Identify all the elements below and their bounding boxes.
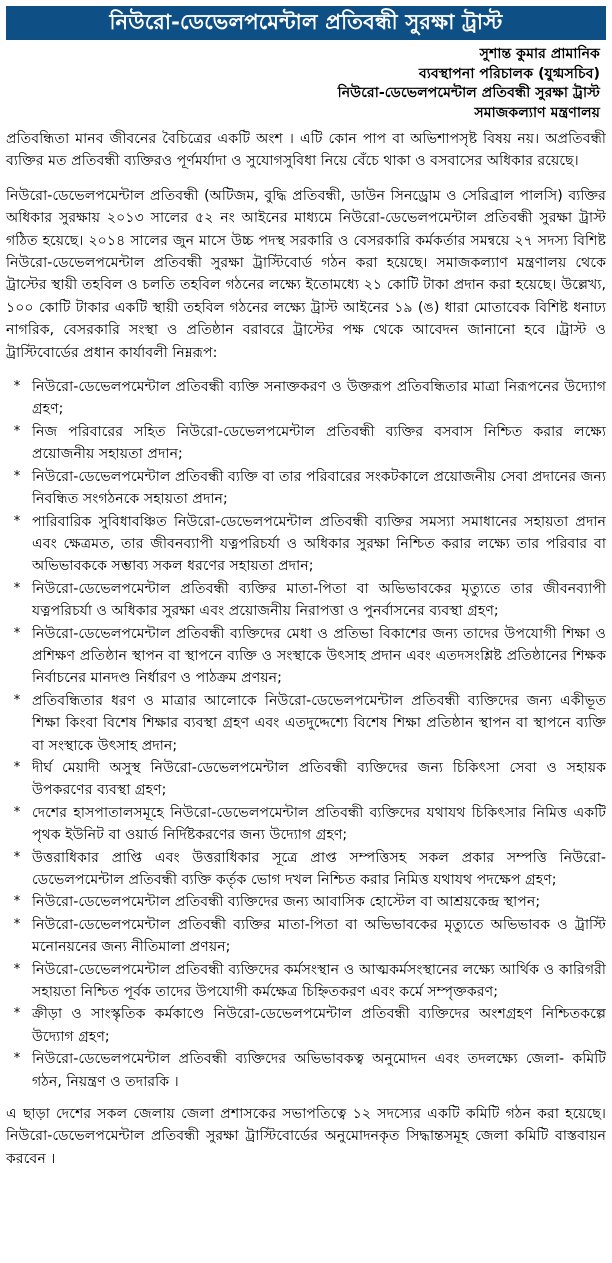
article-body: [6, 128, 606, 1182]
bullet-star-icon: *: [13, 692, 21, 708]
list-item: [6, 421, 606, 466]
author-ministry: সমাজকল্যাণ মন্ত্রণালয়: [474, 104, 600, 121]
list-item-text: দীর্ঘ মেয়াদী অসুস্থ নিউরো-ডেভেলপমেন্টাল প্রতিবন্ধী ব্যক্তিদের জন্য চিকিৎসা সেবা ও সহায়ক উপকরণের ব্যবস্থা গ্রহণ;: [32, 759, 606, 799]
author-organization: নিউরো-ডেভেলপমেন্টাল প্রতিবন্ধী সুরক্ষা ট্রাস্ট: [337, 85, 600, 101]
bullet-star-icon: *: [13, 580, 21, 596]
list-item: [6, 802, 606, 847]
list-item-text: ক্রীড়া ও সাংস্কৃতিক কর্মকাণ্ডে নিউরো-ডেভেলপমেন্টাল প্রতিবন্ধী ব্যক্তিদের অংশগ্রহণ নিশ্চিতকল্পে উদ্যোগ গ্রহণ;: [32, 1006, 606, 1045]
list-item: [6, 511, 606, 578]
list-item-text: নিউরো-ডেভেলপমেন্টাল প্রতিবন্ধী ব্যক্তিদের মেধা ও প্রতিভা বিকাশের জন্য তাদের উপযোগী শিক্ষা ও প্রশিক্ষণ প্রতিষ্ঠান স্থাপন বা স্থাপনে ব্যক্তি ও সংস্থাকে উৎসাহ প্রদান এবং এতদসংশ্লিষ্ট প্রতিষ্ঠানের শিক্ষক নির্বাচনের মানদণ্ড নির্ধারণ ও পাঠক্রম প্রণয়ন;: [32, 625, 606, 687]
list-item-text: নিউরো-ডেভেলপমেন্টাল প্রতিবন্ধী ব্যক্তির মাতা-পিতা বা অভিভাবকের মৃত্যুতে অভিভাবক ও ট্রাস্টি মনোনয়নের জন্য নীতিমালা প্রণয়ন;: [32, 916, 606, 956]
bullet-star-icon: *: [13, 759, 21, 775]
list-item-text: উত্তরাধিকার প্রাপ্তি এবং উত্তরাধিকার সূত্রে প্রাপ্ত সম্পত্তিসহ সকল প্রকার সম্পত্তি নিউরো-ডেভেলপমেন্টাল প্রতিবন্ধী ব্যক্তি কর্তৃক ভোগ দখল নিশ্চিত করার নিমিত্ত যথাযথ পদক্ষেপ গ্রহণ;: [32, 849, 606, 888]
list-item-text: নিউরো-ডেভেলপমেন্টাল প্রতিবন্ধী ব্যক্তিদের কর্মসংস্থান ও আত্মকর্মসংস্থানের লক্ষ্যে আর্থিক ও কারিগরী সহায়তা নিশ্চিত পূর্বক তাদের উপযোগী কর্মক্ষেত্র চিহ্নিতকরণ এবং কর্মে সম্পৃক্তকরণ;: [32, 961, 606, 1001]
list-item-text: নিউরো-ডেভেলপমেন্টাল প্রতিবন্ধী ব্যক্তিদের অভিভাবকত্ব অনুমোদন এবং তদলক্ষ্যে জেলা- কমিটি গঠন, নিয়ন্ত্রণ ও তদারকি ।: [32, 1051, 606, 1090]
functions-list: [6, 376, 606, 1093]
list-item-text: নিউরো-ডেভেলপমেন্টাল প্রতিবন্ধী ব্যক্তিদের জন্য আবাসিক হোস্টেল বা আশ্রয়কেন্দ্র স্থাপন;: [32, 894, 541, 911]
list-item: [6, 914, 606, 959]
author-designation: ব্যবস্থাপনা পরিচালক (যুগ্মসচিব): [418, 65, 600, 82]
list-item-text: পারিবারিক সুবিধাবঞ্চিত নিউরো-ডেভেলপমেন্টাল প্রতিবন্ধী ব্যক্তির সমস্যা সমাধানের সহায়তা প্রদান এবং ক্ষেত্রমত, তার জীবনব্যাপী যত্নপরিচর্যা ও অধিকার সুরক্ষা নিশ্চিত করার লক্ষ্যে তার পরিবার বা অভিভাবককে সম্ভাব্য সকল ধরণের সহায়তা প্রদান;: [32, 513, 606, 575]
list-item-text: নিজ পরিবারের সহিত নিউরো-ডেভেলপমেন্টাল প্রতিবন্ধী ব্যক্তির বসবাস নিশ্চিত করার লক্ষ্যে প্রয়োজনীয় সহায়তা প্রদান;: [32, 423, 606, 463]
list-item-text: নিউরো-ডেভেলপমেন্টাল প্রতিবন্ধী ব্যক্তি বা তার পরিবারের সংকটকালে প্রয়োজনীয় সেবা প্রদানের জন্য নিবন্ধিত সংগঠনকে সহায়তা প্রদান;: [32, 468, 606, 508]
list-item: [6, 466, 606, 511]
bullet-star-icon: *: [13, 423, 21, 439]
list-item: [6, 891, 606, 913]
list-item-text: নিউরো-ডেভেলপমেন্টাল প্রতিবন্ধী ব্যক্তির মাতা-পিতা বা অভিভাবকের মৃত্যুতে তার জীবনব্যাপী যত্নপরিচর্যা ও অধিকার সুরক্ষা এবং প্রয়োজনীয় নিরাপত্তা ও পুনর্বাসনের ব্যবস্থা গ্রহণ;: [32, 580, 606, 620]
list-item: [6, 847, 606, 892]
author-name: সুশান্ত কুমার প্রামানিক: [479, 46, 600, 62]
bullet-star-icon: *: [13, 1051, 21, 1067]
page-title: নিউরো-ডেভেলপমেন্টাল প্রতিবন্ধী সুরক্ষা ট্রাস্ট: [109, 9, 503, 34]
list-item: [6, 690, 606, 757]
bullet-star-icon: *: [13, 804, 21, 820]
list-item: [6, 578, 606, 623]
bullet-star-icon: *: [13, 894, 21, 910]
list-item: [6, 1048, 606, 1093]
list-item: [6, 1003, 606, 1048]
list-item-text: প্রতিবন্ধিতার ধরণ ও মাত্রার আলোকে নিউরো-ডেভেলপমেন্টাল প্রতিবন্ধী ব্যক্তিদের জন্য একীভূত শিক্ষা কিংবা বিশেষ শিক্ষার ব্যবস্থা গ্রহণ এবং এতদুদ্দেশ্যে বিশেষ শিক্ষা প্রতিষ্ঠান স্থাপন বা স্থাপনে ব্যক্তি বা সংস্থাকে উৎসাহ প্রদান;: [32, 692, 606, 754]
author-byline: [220, 45, 600, 123]
bullet-star-icon: *: [13, 513, 21, 529]
bullet-star-icon: *: [13, 961, 21, 977]
bullet-star-icon: *: [13, 1006, 21, 1022]
bullet-star-icon: *: [13, 379, 21, 395]
list-item: [6, 757, 606, 802]
intro-paragraph: প্রতিবন্ধিতা মানব জীবনের বৈচিত্রের একটি অংশ । এটি কোন পাপ বা অভিশাপসৃষ্ট বিষয় নয়। অপ্রতিবন্ধী ব্যক্তির মত প্রতিবন্ধী ব্যক্তিরও পূর্ণমর্যাদা ও সুযোগসুবিধা নিয়ে বেঁচে থাকা ও বসবাসের অধিকার রয়েছে।: [6, 131, 606, 170]
list-item: [6, 623, 606, 690]
list-item-text: নিউরো-ডেভেলপমেন্টাল প্রতিবন্ধী ব্যক্তি সনাক্তকরণ ও উক্তরূপ প্রতিবন্ধিতার মাত্রা নিরূপনের উদ্যোগ গ্রহণ;: [32, 379, 606, 418]
bullet-star-icon: *: [13, 468, 21, 484]
closing-paragraph: এ ছাড়া দেশের সকল জেলায় জেলা প্রশাসকের সভাপতিত্বে ১২ সদস্যের একটি কমিটি গঠন করা হয়েছে। নিউরো-ডেভেলপমেন্টাল প্রতিবন্ধী সুরক্ষা ট্রাস্টিবোর্ডের অনুমোদনকৃত সিদ্ধান্তসমূহ জেলা কমিটি বাস্তবায়ন করবেন ।: [6, 1106, 606, 1167]
list-item: [6, 376, 606, 421]
bullet-star-icon: *: [13, 849, 21, 865]
bullet-star-icon: *: [13, 916, 21, 932]
trust-info-paragraph: নিউরো-ডেভেলপমেন্টাল প্রতিবন্ধী (অটিজম, বুদ্ধি প্রতিবন্ধী, ডাউন সিনড্রোম ও সেরিব্রাল পালসি) ব্যক্তির অধিকার সুরক্ষায় ২০১৩ সালের ৫২ নং আইনের মাধ্যমে নিউরো-ডেভেলপমেন্টাল প্রতিবন্ধী সুরক্ষা ট্রাস্ট গঠিত হয়েছে। ২০১৪ সালের জুন মাসে উচ্চ পদস্থ সরকারি ও বেসরকারি কর্মকর্তার সমন্বয়ে ২৭ সদস্য বিশিষ্ট নিউরো-ডেভেলপমেন্টাল প্রতিবন্ধী সুরক্ষা ট্রাস্টিবোর্ড গঠন করা হয়েছে। সমাজকল্যাণ মন্ত্রণালয় থেকে ট্রাস্টের স্থায়ী তহবিল ও চলতি তহবিল গঠনের লক্ষ্যে ইতোমধ্যে ২১ কোটি টাকা প্রদান করা হয়েছে। উল্লেখ্য, ১০০ কোটি টাকার একটি স্থায়ী তহবিল গঠনের লক্ষ্যে ট্রাস্ট আইনের ১৯ (ঙ) ধারা মোতাবেক বিশিষ্ট ধনাঢ্য নাগরিক, বেসরকারি সংস্থা ও প্রতিষ্ঠান বরাবরে ট্রাস্টের পক্ষ থেকে আবেদন জানানো হবে ।ট্রাস্ট ও ট্রাস্টিবোর্ডের প্রধান কার্যাবলী নিম্নরূপ:: [6, 187, 606, 361]
bullet-star-icon: *: [13, 625, 21, 641]
list-item-text: দেশের হাসপাতালসমূহে নিউরো-ডেভেলপমেন্টাল প্রতিবন্ধী ব্যক্তিদের যথাযথ চিকিৎসার নিমিত্ত একটি পৃথক ইউনিট বা ওয়ার্ড নির্দিষ্টকরণের জন্য উদ্যোগ গ্রহণ;: [32, 804, 606, 844]
title-banner: [6, 6, 606, 40]
list-item: [6, 959, 606, 1004]
